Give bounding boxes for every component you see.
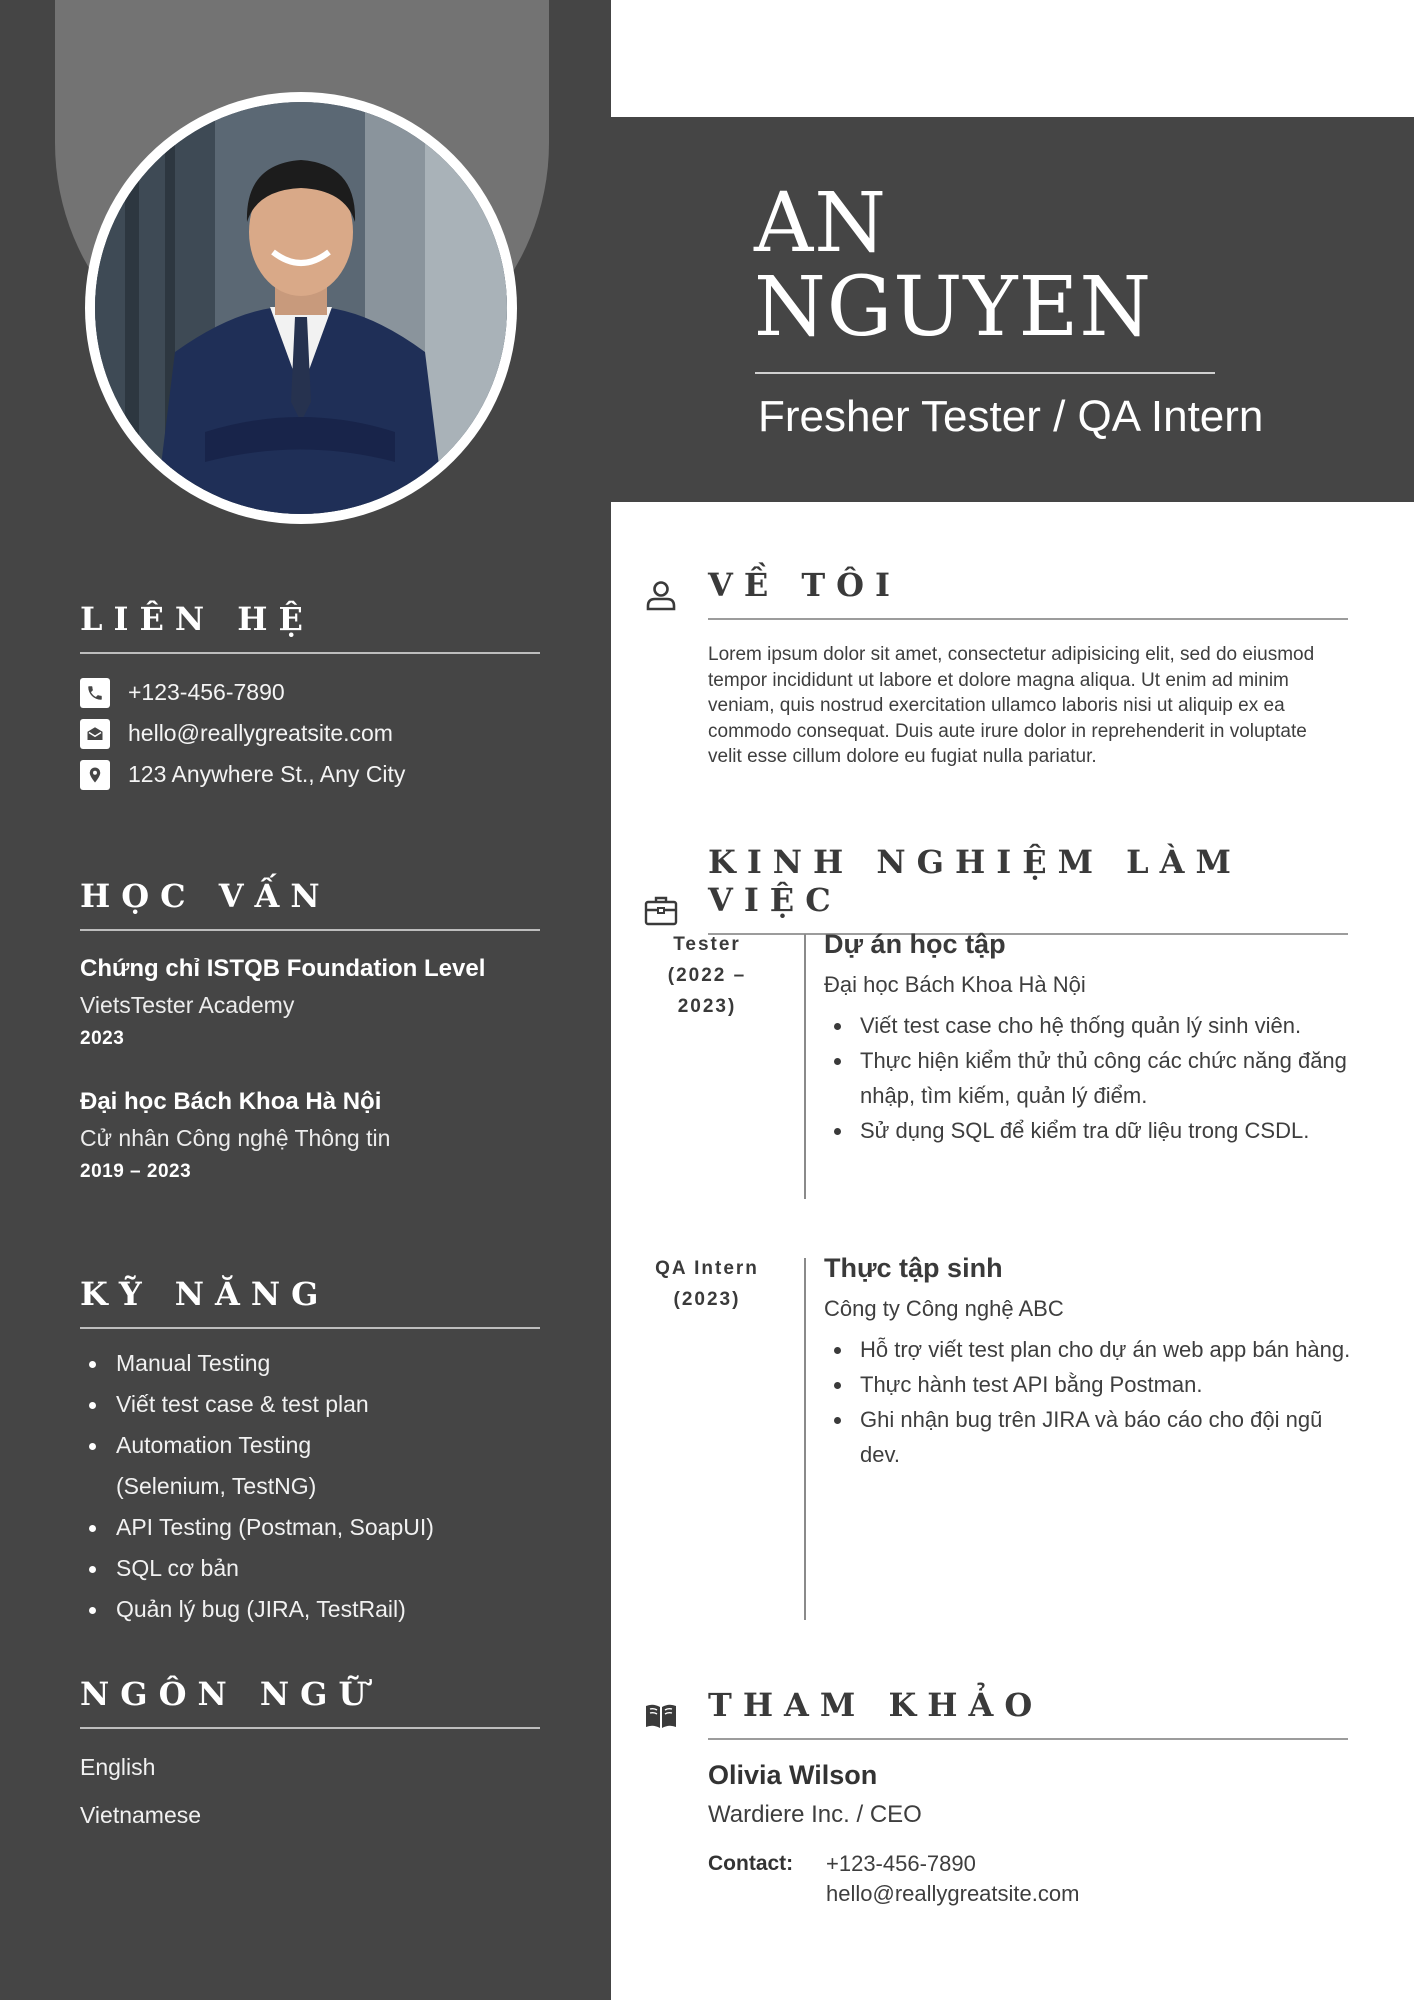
about-heading: VỀ TÔI	[708, 566, 1348, 620]
contact-section	[80, 600, 540, 795]
job-bullet: Thực hiện kiểm thử thủ công các chức năng đăng nhập, tìm kiếm, quản lý điểm.	[824, 1043, 1364, 1113]
job-role: Fresher Tester / QA Intern	[758, 392, 1264, 441]
education-section	[80, 877, 540, 1183]
about-section	[644, 566, 1348, 770]
job-org: Đại học Bách Khoa Hà Nội	[824, 972, 1086, 997]
contact-address-text: 123 Anywhere St., Any City	[128, 761, 406, 787]
reference-email[interactable]: hello@reallygreatsite.com	[826, 1881, 1080, 1906]
education-year: 2023	[80, 1028, 125, 1049]
reference-role: Wardiere Inc. / CEO	[708, 1801, 922, 1828]
header-divider	[755, 372, 1215, 374]
experience-section	[644, 843, 1351, 1623]
skills-heading: KỸ NĂNG	[80, 1275, 540, 1329]
sidebar	[0, 0, 611, 2000]
contact-phone	[80, 672, 540, 713]
job-date	[644, 929, 770, 1022]
job-date-line: (2023)	[673, 1289, 741, 1310]
education-year: 2019 – 2023	[80, 1161, 192, 1182]
education-org: Cử nhân Công nghệ Thông tin	[80, 1125, 391, 1151]
mail-icon	[80, 719, 110, 749]
skill-item: Quản lý bug (JIRA, TestRail)	[80, 1589, 540, 1630]
reference-name: Olivia Wilson	[708, 1760, 878, 1790]
skill-item: Manual Testing	[80, 1343, 540, 1384]
job-bullet: Thực hành test API bằng Postman.	[824, 1367, 1364, 1402]
timeline-line	[804, 934, 806, 1199]
job-date	[644, 1253, 770, 1315]
job-bullet: Viết test case cho hệ thống quản lý sinh viên.	[824, 1008, 1364, 1043]
job-title: Thực tập sinh	[824, 1253, 1003, 1283]
job-bullet: Hỗ trợ viết test plan cho dự án web app bán hàng.	[824, 1332, 1364, 1367]
timeline-line	[804, 1258, 806, 1620]
references-section	[644, 1686, 1348, 1909]
education-title: Chứng chỉ ISTQB Foundation Level	[80, 955, 486, 982]
location-pin-icon	[80, 760, 110, 790]
contact-email	[80, 713, 540, 754]
education-item	[80, 1088, 540, 1183]
job-bullet: Ghi nhận bug trên JIRA và báo cáo cho đội ngũ dev.	[824, 1402, 1364, 1472]
job-org: Công ty Công nghệ ABC	[824, 1296, 1064, 1321]
job-date-line: QA Intern	[655, 1258, 759, 1279]
experience-heading: KINH NGHIỆM LÀM VIỆC	[708, 843, 1348, 935]
references-heading: THAM KHẢO	[708, 1686, 1348, 1740]
about-text: Lorem ipsum dolor sit amet, consectetur adipisicing elit, sed do eiusmod tempor incididunt ut labore et dolore magna aliqua. Ut enim ad minim veniam, quis nostrud exercitation ullamco laboris nisi ut aliquip ex ea commodo consequat. Duis aute irure dolor in reprehenderit in voluptate velit esse cillum dolore eu fugiat nulla pariatur.	[708, 644, 1315, 767]
first-name: AN	[754, 176, 887, 271]
education-title: Đại học Bách Khoa Hà Nội	[80, 1088, 382, 1115]
contact-email-text[interactable]: hello@reallygreatsite.com	[128, 720, 393, 746]
contact-address	[80, 754, 540, 795]
reference-contact-label: Contact:	[708, 1852, 794, 1875]
phone-icon	[80, 678, 110, 708]
education-org: VietsTester Academy	[80, 992, 295, 1018]
skill-item-continuation: (Selenium, TestNG)	[116, 1473, 317, 1499]
header-band	[611, 117, 1414, 502]
contact-heading: LIÊN HỆ	[80, 600, 540, 654]
skill-item: API Testing (Postman, SoapUI)	[80, 1507, 540, 1548]
reference-phone[interactable]: +123-456-7890	[826, 1851, 976, 1876]
languages-section	[80, 1675, 540, 1839]
skill-item: SQL cơ bản	[80, 1548, 540, 1589]
job-date-line: (2022 –	[667, 965, 747, 986]
briefcase-icon	[644, 893, 678, 927]
user-icon	[644, 578, 678, 612]
profile-photo	[95, 102, 507, 514]
skill-item: Automation Testing	[80, 1425, 540, 1466]
book-icon	[644, 1698, 678, 1732]
skill-item: Viết test case & test plan	[80, 1384, 540, 1425]
language-item: Vietnamese	[80, 1802, 202, 1828]
last-name: NGUYEN	[754, 260, 1153, 355]
job-date-line: Tester	[673, 934, 741, 955]
languages-heading: NGÔN NGỮ	[80, 1675, 540, 1729]
education-item	[80, 955, 540, 1050]
skills-section	[80, 1275, 540, 1630]
reference-contact	[708, 1849, 1348, 1909]
job-date-line: 2023)	[677, 996, 737, 1017]
education-heading: HỌC VẤN	[80, 877, 540, 931]
job-bullet: Sử dụng SQL để kiểm tra dữ liệu trong CSDL.	[824, 1113, 1364, 1148]
contact-phone-text[interactable]: +123-456-7890	[128, 679, 285, 705]
job-title: Dự án học tập	[824, 929, 1006, 959]
profile-photo-frame	[85, 92, 517, 524]
language-item: English	[80, 1754, 156, 1780]
